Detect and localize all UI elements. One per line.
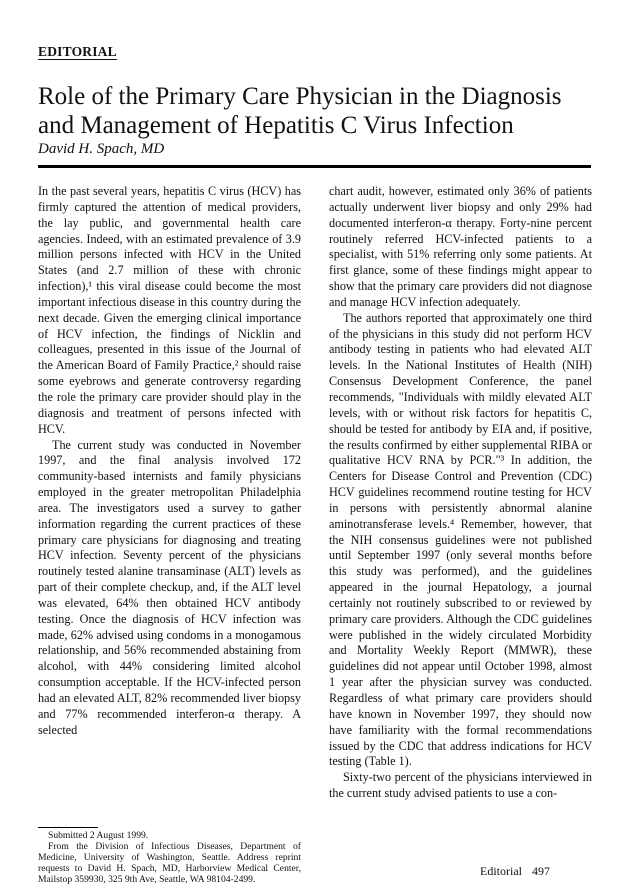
section-label: EDITORIAL — [38, 44, 117, 59]
paragraph: Sixty-two percent of the physicians interviewed in the current study advised patients to use a con- — [329, 770, 592, 801]
footer-section: Editorial — [480, 864, 522, 878]
page-number: 497 — [532, 864, 550, 878]
paragraph: chart audit, however, estimated only 36% of patients actually underwent liver biopsy and only 29% had documented interferon-α therapy. Forty-nine percent routinely referred HCV-infected patients to a specialist, with 51% referring only some patients. At first glance, some of these findings might appear to show that the primary care providers did not diagnose and manage HCV infection adequately. — [329, 184, 592, 309]
left-column — [38, 184, 301, 739]
footnote-rule — [38, 827, 98, 828]
paragraph: The current study was conducted in November 1997, and the final analysis involved 172 community-based internists and family physicians employed in the greater metropolitan Philadelphia area. The investigators used a survey to gather information regarding the current practices of these primary care physicians for diagnosing and treating HCV infection. Seventy percent of the physicians routinely tested alanine transaminase (ALT) levels as part of their complete checkup, and, if the ALT level was elevated, 64% then obtained HCV antibody testing. Once the diagnosis of HCV infection was made, 62% advised using condoms in a monogamous relationship, and 56% recommended abstaining from alcohol, with 44% considering limited alcohol consumption acceptable. If the HCV-infected person had an elevated ALT, 82% recommended liver biopsy and 77% recommended interferon-α therapy. A selected — [38, 437, 301, 737]
paragraph: The authors reported that approximately one third of the physicians in this study did not perform HCV antibody testing in patients who had elevated ALT levels. In the National Institutes of Health (NIH) Consensus Development Conference, the panel recommends, "Individuals with mildly elevated ALT levels, with or without risk factors for hepatitis C, should be tested for antibody by EIA and, if positive, the results confirmed by either supplemental RIBA or qualitative HCV RNA by PCR."³ In addition, the Centers for Disease Control and Prevention (CDC) HCV guidelines recommend routine testing for HCV in persons with persistently abnormal alanine aminotransferase levels.⁴ Remember, however, that the NIH consensus guidelines were not published until September 1997 (only several months before this study was performed), and the guidelines appeared in the journal Hepatology, a journal certainly not routinely subscribed to or reviewed by primary care providers. Although the CDC guidelines were published in the widely circulated Morbidity and Mortality Weekly Report (MMWR), these guidelines did not appear until October 1998, almost 1 year after the physician survey was conducted. Regardless of what primary care providers should have known in November 1997, they should now have familiarity with the formal recommendations issued by the CDC that address indications for HCV testing (Table 1). — [329, 310, 592, 769]
right-column — [329, 184, 592, 802]
page-footer — [480, 864, 550, 879]
article-title: Role of the Primary Care Physician in the Diagnosis and Management of Hepatitis C Virus Infection — [38, 83, 562, 139]
author-byline: David H. Spach, MD — [38, 141, 165, 157]
paragraph: In the past several years, hepatitis C virus (HCV) has firmly captured the attention of medical providers, the lay public, and governmental health care agencies. Indeed, with an estimated prevalence of 3.9 million persons infected with HCV in the United States (and 2.7 million of these with chronic infection),¹ this viral disease could become the most important infectious disease in this country during the next decade. Given the emerging clinical importance of HCV infection, the findings of Nicklin and colleagues, presented in this issue of the Journal of the American Board of Family Practice,² should raise some eyebrows and generate controversy regarding the role the primary care provider should play in the diagnosis and treatment of persons infected with HCV. — [38, 184, 301, 436]
footnotes — [38, 830, 301, 885]
title-rule — [38, 165, 591, 168]
footnote-submitted: Submitted 2 August 1999. — [48, 830, 149, 841]
footnote-affiliation: From the Division of Infectious Diseases, Department of Medicine, University of Washington, Seattle. Address reprint requests to David H. Spach, MD, Harborview Medical Center, Mailstop 359930, 325 9th Ave, Seattle, WA 98104-2499. — [38, 841, 301, 885]
